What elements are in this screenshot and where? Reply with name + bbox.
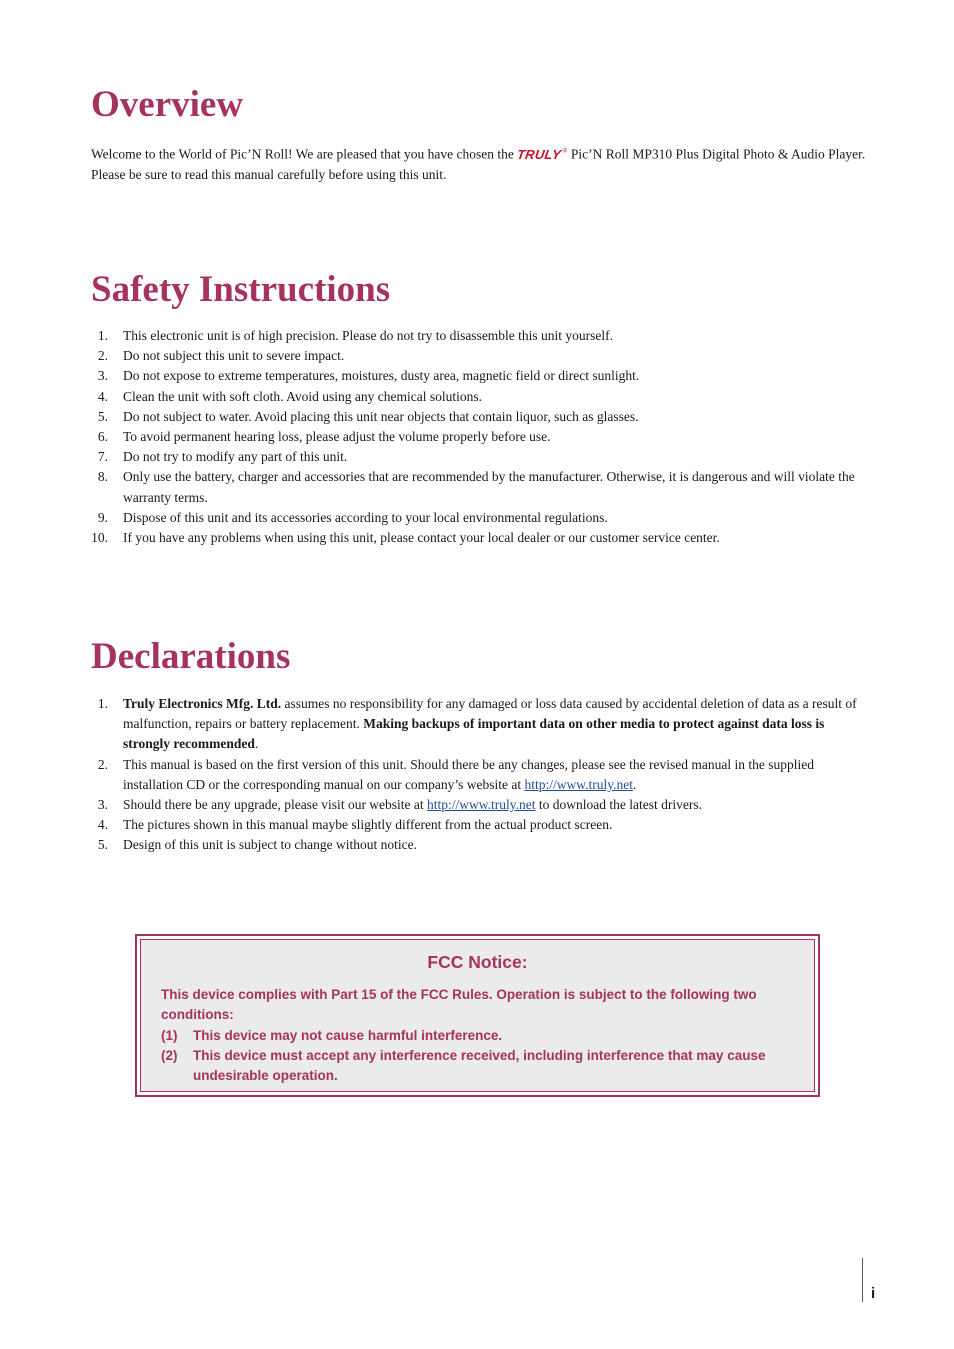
list-item — [91, 755, 867, 795]
safety-heading: Safety Instructions — [91, 269, 391, 310]
item-number: 6. — [97, 429, 108, 445]
item-text: Do not try to modify any part of this unit. — [123, 449, 348, 465]
fcc-notice-box — [135, 934, 820, 1097]
item-text: This manual is based on the first version of this unit. Should there be any changes, please see the revised manual in the supplied installation CD or the corresponding manual on our company’s website at — [123, 756, 814, 792]
list-item — [91, 835, 867, 855]
item-number: 7. — [97, 449, 108, 465]
safety-list — [91, 326, 867, 548]
fcc-body: This device complies with Part 15 of the FCC Rules. Operation is subject to the following two conditions: — [161, 987, 757, 1023]
declarations-list — [91, 694, 867, 856]
item-number: 3. — [97, 368, 108, 384]
overview-intro — [91, 141, 867, 185]
item-text: Design of this unit is subject to change without notice. — [123, 837, 417, 853]
item-text: Only use the battery, charger and accessories that are recommended by the manufacturer. Otherwise, it is dangerous and will violate the warranty terms. — [123, 469, 855, 505]
intro-text-end: Pic’N Roll MP310 Plus Digital Photo & Audio Player. Please be sure to read this manual carefully before using this unit. — [91, 146, 866, 182]
item-number: 2. — [97, 756, 108, 772]
condition-number: (2) — [161, 1047, 178, 1063]
company-name: Truly Electronics Mfg. Ltd. — [123, 696, 282, 711]
fcc-title: FCC Notice: — [427, 952, 528, 972]
item-text: This electronic unit is of high precision. Please do not try to disassemble this unit yourself. — [123, 328, 614, 343]
declarations-heading: Declarations — [91, 636, 291, 677]
item-text: Should there be any upgrade, please visit our website at — [123, 797, 428, 813]
condition-text: This device must accept any interference received, including interference that may cause undesirable operation. — [193, 1047, 766, 1084]
item-text: Do not subject this unit to severe impact. — [123, 348, 345, 364]
item-text: If you have any problems when using this unit, please contact your local dealer or our customer service center. — [123, 530, 720, 546]
list-item — [91, 366, 867, 386]
list-item — [91, 346, 867, 366]
item-text: The pictures shown in this manual maybe slightly different from the actual product screen. — [123, 817, 613, 833]
list-item — [91, 407, 867, 427]
list-item — [91, 387, 867, 407]
item-number: 4. — [97, 388, 108, 404]
item-text: Dispose of this unit and its accessories according to your local environmental regulations. — [123, 509, 608, 525]
list-item — [91, 508, 867, 528]
page-number: i — [871, 1285, 876, 1302]
list-item — [91, 427, 867, 447]
item-text: Clean the unit with soft cloth. Avoid using any chemical solutions. — [123, 388, 482, 404]
item-text: Do not subject to water. Avoid placing this unit near objects that contain liquor, such as glasses. — [123, 408, 639, 424]
list-item — [91, 447, 867, 467]
list-item — [91, 326, 867, 346]
fcc-condition — [161, 1046, 794, 1087]
list-item — [91, 694, 867, 755]
list-item — [91, 467, 867, 507]
website-link[interactable]: http://www.truly.net — [524, 776, 634, 792]
item-text-end: to download the latest drivers. — [535, 797, 703, 813]
item-number: 5. — [97, 837, 108, 853]
item-number: 9. — [97, 509, 108, 525]
item-text: To avoid permanent hearing loss, please adjust the volume properly before use. — [123, 429, 551, 445]
item-number: 2. — [97, 348, 108, 364]
list-item — [91, 528, 867, 548]
item-number: 1. — [97, 696, 108, 711]
item-number: 10. — [91, 530, 108, 546]
item-number: 8. — [97, 469, 108, 485]
item-number: 5. — [97, 408, 108, 424]
backup-recommendation: Making backups of important data on other media to protect against data loss is strongly recommended — [123, 716, 825, 752]
page-divider — [862, 1258, 863, 1302]
registered-mark: ® — [562, 147, 568, 155]
item-number: 4. — [97, 817, 108, 833]
intro-text-start: Welcome to the World of Pic’N Roll! We are pleased that you have chosen the — [91, 146, 518, 162]
item-text: Do not expose to extreme temperatures, moistures, dusty area, magnetic field or direct sunlight. — [123, 368, 640, 384]
list-item — [91, 795, 867, 815]
item-text-end: . — [633, 776, 637, 792]
condition-text: This device may not cause harmful interference. — [193, 1027, 503, 1043]
overview-heading: Overview — [91, 84, 244, 125]
item-number: 1. — [97, 328, 108, 343]
truly-logo: TRULY — [516, 146, 563, 162]
item-number: 3. — [97, 797, 108, 813]
condition-number: (1) — [161, 1027, 178, 1043]
fcc-notice-inner — [140, 939, 815, 1092]
item-text-end: . — [254, 736, 259, 752]
website-link[interactable]: http://www.truly.net — [427, 797, 536, 813]
list-item — [91, 815, 867, 835]
item-text: assumes no responsibility for any damaged or loss data caused by accidental deletion of data as a result of malfunction, repairs or battery replacement. — [123, 696, 857, 732]
fcc-condition — [161, 1026, 794, 1046]
